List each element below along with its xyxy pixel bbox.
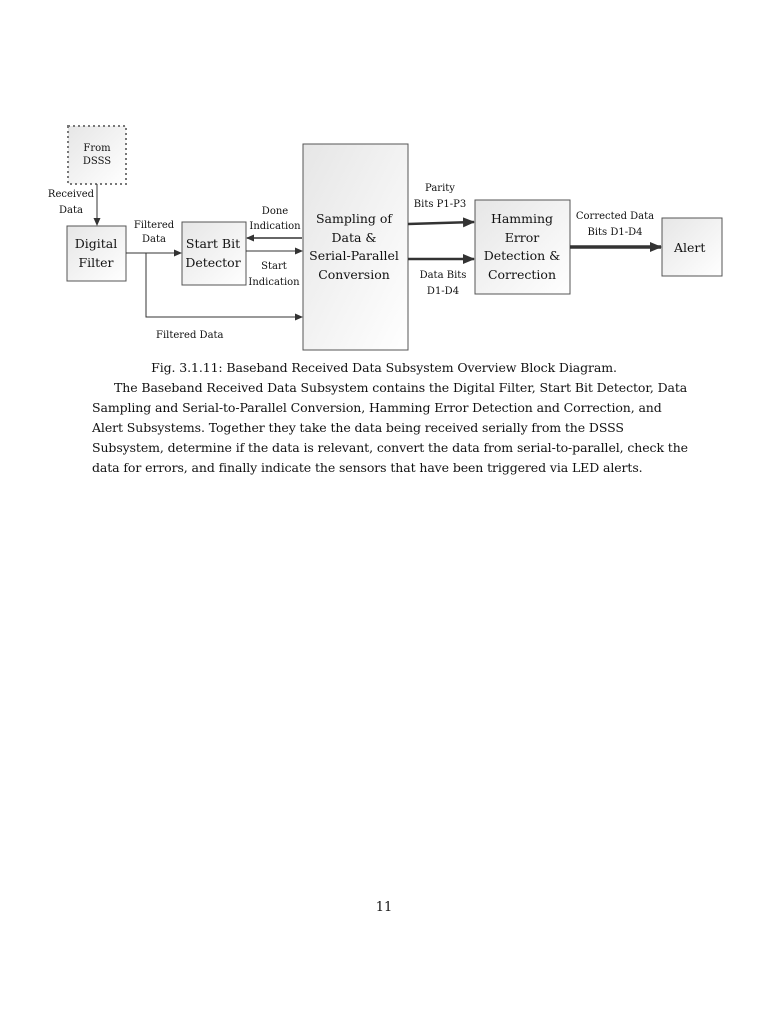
parity-bits-line-1: Parity: [425, 183, 455, 194]
done-indication-label: [249, 206, 301, 232]
figure-caption: Fig. 3.1.11: Baseband Received Data Subsystem Overview Block Diagram.: [151, 360, 617, 375]
data-bits-line-2: D1-D4: [426, 286, 460, 297]
paragraph-text: The Baseband Received Data Subsystem contains the Digital Filter, Start Bit Detector, Data Sampling and Serial-to-Parallel Conversion, Hamming Error Detection and Correction, and Alert Subsystems. Together they take the data being received serially from the DSSS Subsystem, determine if the data is relevant, convert the data from serial-to-parallel, check the data for errors, and finally indicate the sensors that have been triggered via LED alerts.: [92, 380, 688, 475]
received-data-line-1: Received: [47, 189, 95, 200]
hamming-line-1: Hamming: [490, 211, 554, 226]
alert-text: Alert: [674, 240, 706, 255]
parity-bits-label: [414, 183, 466, 210]
sampling-line-3: Serial-Parallel: [309, 248, 399, 263]
hamming-line-3: Detection &: [483, 248, 561, 263]
sampling-line-4: Conversion: [318, 267, 390, 282]
start-indication-label: [248, 261, 300, 288]
filtered-data-top-line-2: Data: [142, 234, 166, 245]
corrected-data-line-2: Bits D1-D4: [587, 227, 643, 238]
received-data-label: [48, 189, 95, 216]
from-dsss-line-2: DSSS: [82, 156, 112, 167]
digital-filter-line-1: Digital: [74, 236, 118, 251]
start-indication-line-1: Start: [261, 261, 287, 272]
body-paragraph: [92, 378, 692, 478]
digital-filter-line-2: Filter: [78, 255, 114, 270]
block-digital-filter: [67, 226, 126, 281]
sampling-line-1: Sampling of: [315, 211, 393, 226]
hamming-line-4: Correction: [487, 267, 557, 282]
data-bits-line-1: Data Bits: [419, 270, 467, 281]
filtered-data-top-line-1: Filtered: [133, 220, 175, 231]
received-data-line-2: Data: [59, 205, 83, 216]
start-bit-detector-line-1: Start Bit: [185, 236, 241, 251]
corrected-data-label: [576, 211, 654, 238]
hamming-line-2: Error: [504, 230, 540, 245]
start-indication-line-2: Indication: [248, 277, 300, 288]
block-sampling: [303, 144, 408, 350]
done-indication-line-1: Done: [261, 206, 289, 217]
filtered-data-bottom-label: Filtered Data: [156, 330, 224, 341]
corrected-data-line-1: Corrected Data: [575, 211, 655, 222]
block-from-dsss: [68, 126, 126, 184]
filtered-data-top-label: [134, 220, 175, 245]
data-bits-label: [420, 270, 467, 297]
sampling-line-2: Data &: [331, 230, 377, 245]
from-dsss-line-1: From: [83, 143, 111, 154]
page-number: 11: [375, 900, 393, 915]
done-indication-line-2: Indication: [249, 221, 301, 232]
block-diagram: [0, 0, 768, 360]
start-bit-detector-line-2: Detector: [185, 255, 241, 270]
parity-bits-line-2: Bits P1-P3: [413, 199, 467, 210]
block-start-bit-detector: [182, 222, 246, 285]
arrow-parity-bits: [408, 222, 474, 224]
